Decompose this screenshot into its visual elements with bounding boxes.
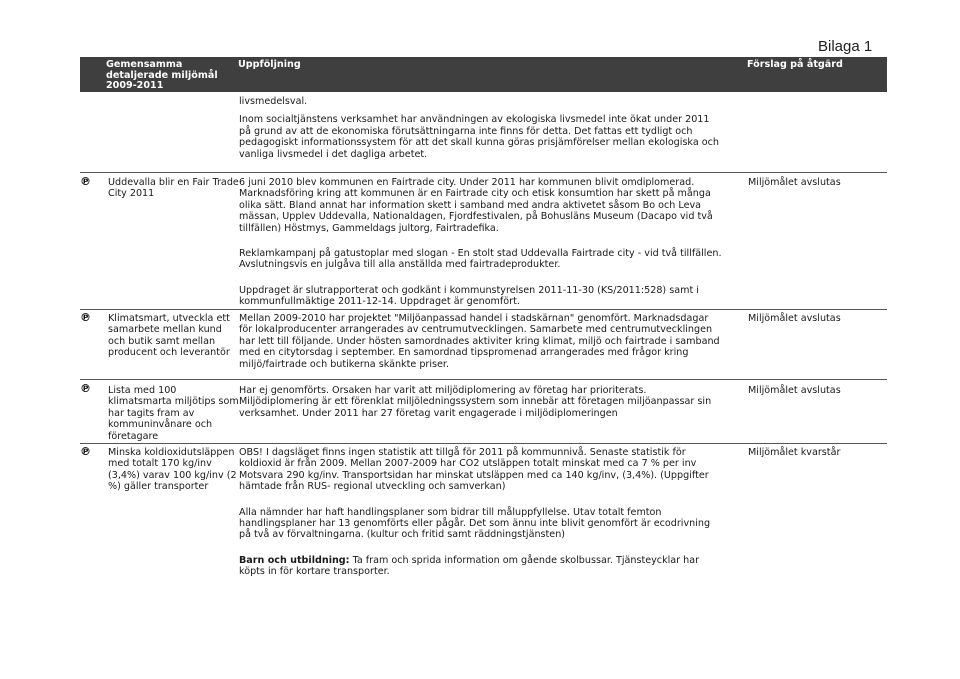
followup-paragraph: Uppdraget är slutrapporterat och godkänt i kommunstyrelsen 2011-11-30 (KS/2011:528) samt i kommunfullmäktige 2011-12-14. Uppdraget är genomfört. [239, 284, 699, 308]
row-marker-icon: ℗ [80, 445, 91, 458]
row-followup [239, 177, 724, 308]
row-divider [80, 443, 887, 444]
row-status: Miljömålet kvarstår [748, 447, 841, 458]
page-label: Bilaga 1 [818, 38, 873, 55]
row-divider [80, 379, 887, 380]
top-paragraph: Inom socialtjänstens verksamhet har användningen av ekologiska livsmedel inte ökat under 2011 på grund av att de ekonomiska förutsättningarna inte finns för detta. Det fattas ett tydligt och pedagogiskt informationssystem för att det skall kunna göras prisjämförelser mellan ekologiska och vanliga livsmedel i det dagliga arbetet. [239, 114, 719, 160]
row-goal: Uddevalla blir en Fair Trade City 2011 [108, 177, 239, 200]
followup-paragraph: OBS! I dagsläget finns ingen statistik att tillgå för 2011 på kommunnivå. Senaste statistik för koldioxid är från 2009. Mellan 2007-2009 har CO2 utsläppen totalt minskat med ca 7 % per inv Motsvara 290 kg/inv. Transportsidan har minskat utsläppen med ca 140 kg/inv, (3,4%). (Uppgifter hämtade från RUS- regional utveckling och samverkan) [239, 447, 709, 493]
followup-paragraph: Reklamkampanj på gatustoplar med slogan - En stolt stad Uddevalla Fairtrade city - vid två tillfällen. Avslutningsvis en julgåva till alla anställda med fairtradeprodukter. [239, 248, 722, 271]
row-followup [239, 385, 724, 419]
row-goal: Klimatsmart, utveckla ett samarbete mellan kund och butik samt mellan producent och leverantör [108, 313, 230, 359]
row-status: Miljömålet avslutas [748, 385, 841, 396]
row-followup [239, 313, 724, 370]
row-marker-icon: ℗ [80, 311, 91, 324]
row-marker-icon: ℗ [80, 175, 91, 188]
row-divider [80, 172, 887, 173]
followup-bold-item [239, 555, 724, 578]
row-goal: Lista med 100 klimatsmarta miljötips som har tagits fram av kommuninvånare och företagare [108, 385, 239, 442]
row-goal: Minska koldioxidutsläppen med totalt 170 kg/inv (3,4%) varav 100 kg/inv (2 %) gäller transporter [108, 447, 237, 493]
header-goals: Gemensamma detaljerade miljömål 2009-2011 [106, 59, 218, 92]
bold-item-text: Ta fram och sprida information om gående skolbussar. Tjänsteycklar har köpts in för kortare transporter. [239, 554, 700, 578]
followup-paragraph: Har ej genomförts. Orsaken har varit att miljödiplomering av företag har prioriterats. Miljödiplomering är ett förenklat miljöledningssystem som innebär att företagen miljöanpassar sin verksamhet. Under 2011 har 27 företag varit engagerade i miljödiplomeringen [239, 385, 712, 419]
row-status: Miljömålet avslutas [748, 313, 841, 324]
top-line: livsmedelsval. [239, 96, 308, 107]
row-marker-icon: ℗ [80, 382, 91, 395]
bold-item-label: Barn och utbildning: [239, 554, 350, 566]
followup-paragraph: 6 juni 2010 blev kommunen en Fairtrade city. Under 2011 har kommunen blivit omdiplomerad. Marknadsföring kring att kommunen är en Fairtrade city och etisk konsumtion har skett på många olika sätt. Bland annat har information skett i samband med andra aktivetet såsom Bo och Leva mässan, Upplev Uddevalla, Nationaldagen, Fjordfestivalen, på Bohusläns Museum (Dacapo vid två tillfällen) Höstmys, Gammeldags jultorg, Fairtradefika. [239, 177, 713, 234]
top-section [239, 96, 724, 160]
row-divider [80, 309, 887, 310]
row-status: Miljömålet avslutas [748, 177, 841, 188]
row-followup [239, 447, 724, 578]
header-actions: Förslag på åtgärd [747, 59, 843, 70]
followup-paragraph: Alla nämnder har haft handlingsplaner som bidrar till måluppfyllelse. Utav totalt femton handlingsplaner har 13 genomförts eller pågår. Det som ännu inte blivit genomfört är ecodrivning på två av förvaltningarna. (kultur och fritid samt räddningstjänsten) [239, 506, 711, 541]
followup-paragraph: Mellan 2009-2010 har projektet "Miljöanpassad handel i stadskärnan" genomfört. Marknadsdagar för lokalproducenter arrangerades av centrumutvecklingen. Samarbete med centrumutvecklingen har lett till följande. Under hösten samordnades aktiviter kring klimat, miljö och fairtrade i samband med en citytorsdag i september. En samordnad tipspromenad arrangerades med frågor kring miljö/fairtrade och butikerna skänkte priser. [239, 313, 720, 370]
table-header [80, 57, 887, 92]
header-followup: Uppföljning [238, 59, 301, 70]
